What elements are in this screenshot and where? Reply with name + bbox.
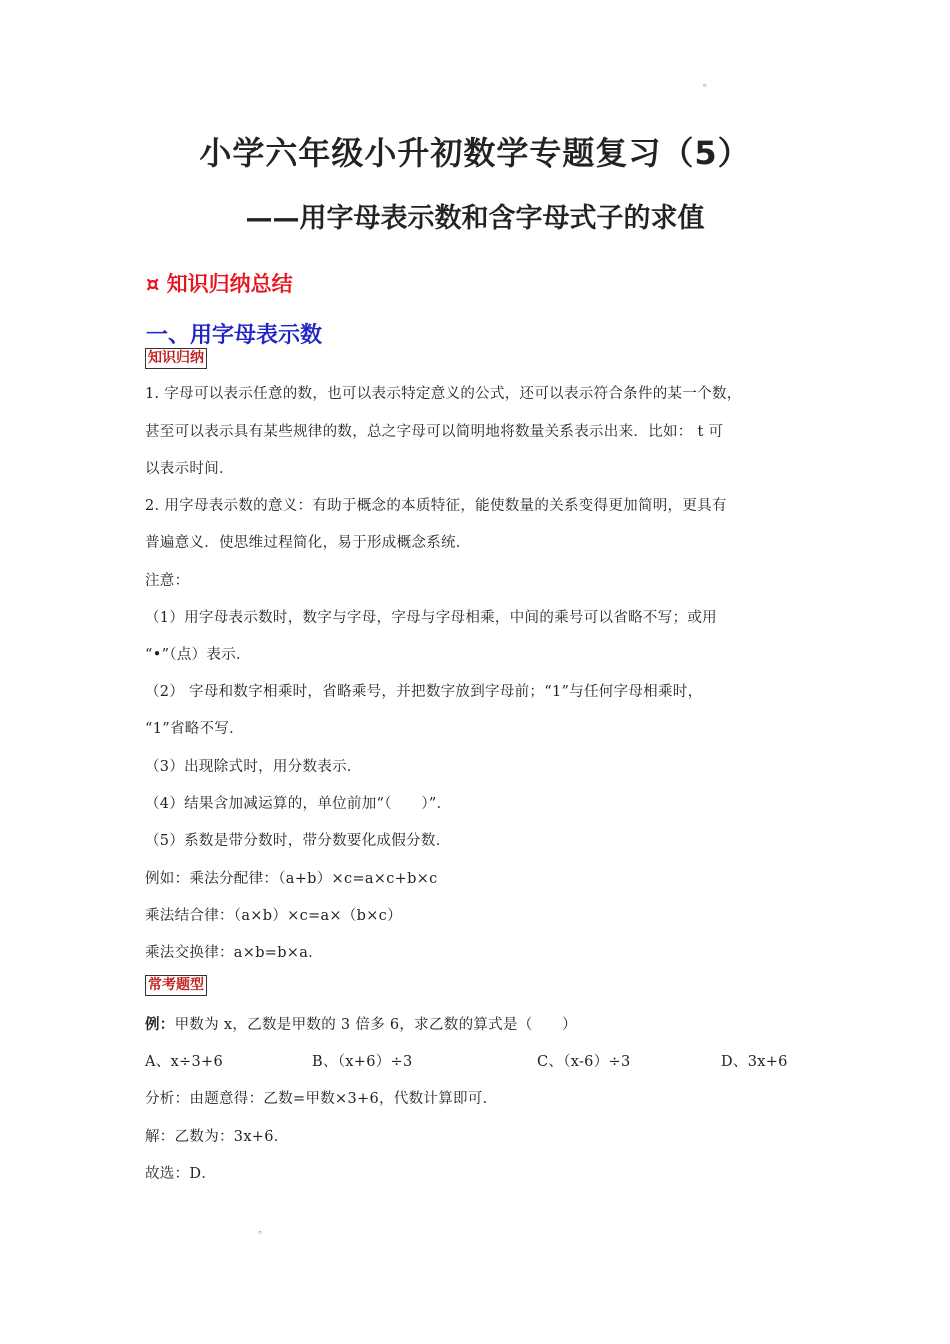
- section-heading-summary: ¤ 知识归纳总结: [146, 272, 293, 296]
- example-question-text: 甲数为 x，乙数是甲数的 3 倍多 6，求乙数的算式是（ ）: [174, 1017, 577, 1033]
- footer-mark: 。: [258, 1225, 268, 1236]
- knowledge-line: （2） 字母和数字相乘时，省略乘号，并把数字放到字母前；“1”与任何字母相乘时，: [145, 684, 703, 700]
- option-a: A、x÷3+6: [145, 1054, 223, 1070]
- example-label: 例：: [145, 1016, 175, 1033]
- page-subtitle: ——用字母表示数和含字母式子的求值: [245, 203, 705, 234]
- knowledge-line: （1）用字母表示数时，数字与字母，字母与字母相乘，中间的乘号可以省略不写；或用: [145, 610, 717, 626]
- knowledge-line: 注意：: [145, 573, 190, 589]
- example-answer: 故选：D．: [145, 1166, 217, 1182]
- knowledge-line: “1”省略不写．: [145, 721, 244, 737]
- knowledge-line: “•”（点）表示．: [145, 647, 251, 663]
- example-analysis: 分析：由题意得：乙数=甲数×3+6，代数计算即可．: [145, 1091, 498, 1107]
- example-question: [145, 1013, 577, 1034]
- knowledge-line: （3）出现除式时，用分数表示．: [145, 759, 362, 775]
- knowledge-line: 乘法结合律：（a×b）×c=a×（b×c）: [145, 908, 402, 924]
- knowledge-line: 普遍意义．使思维过程简化，易于形成概念系统．: [145, 535, 471, 551]
- page-title: 小学六年级小升初数学专题复习（5）: [199, 134, 751, 172]
- knowledge-line: 例如：乘法分配律：（a+b）×c=a×c+b×c: [145, 871, 438, 887]
- knowledge-line: （5）系数是带分数时，带分数要化成假分数．: [145, 833, 451, 849]
- header-mark: 。: [703, 78, 713, 89]
- tag-knowledge: 知识归纳: [145, 348, 207, 369]
- section-heading-letters: 一、用字母表示数: [146, 323, 323, 348]
- knowledge-line: （4）结果含加减运算的，单位前加“（ ）”．: [145, 796, 452, 812]
- example-solution: 解：乙数为：3x+6．: [145, 1129, 289, 1145]
- option-d: D、3x+6: [721, 1054, 788, 1070]
- knowledge-line: 2. 用字母表示数的意义：有助于概念的本质特征，能使数量的关系变得更加简明，更具有: [145, 498, 727, 514]
- knowledge-line: 1. 字母可以表示任意的数，也可以表示特定意义的公式，还可以表示符合条件的某一个数，: [145, 386, 742, 402]
- knowledge-line: 以表示时间．: [145, 461, 234, 477]
- knowledge-line: 乘法交换律：a×b=b×a．: [145, 945, 324, 961]
- option-b: B、（x+6）÷3: [312, 1054, 413, 1070]
- knowledge-line: 甚至可以表示具有某些规律的数，总之字母可以简明地将数量关系表示出来．比如： t 可: [145, 424, 724, 440]
- tag-common-questions: 常考题型: [145, 975, 207, 996]
- option-c: C、（x-6）÷3: [537, 1054, 631, 1070]
